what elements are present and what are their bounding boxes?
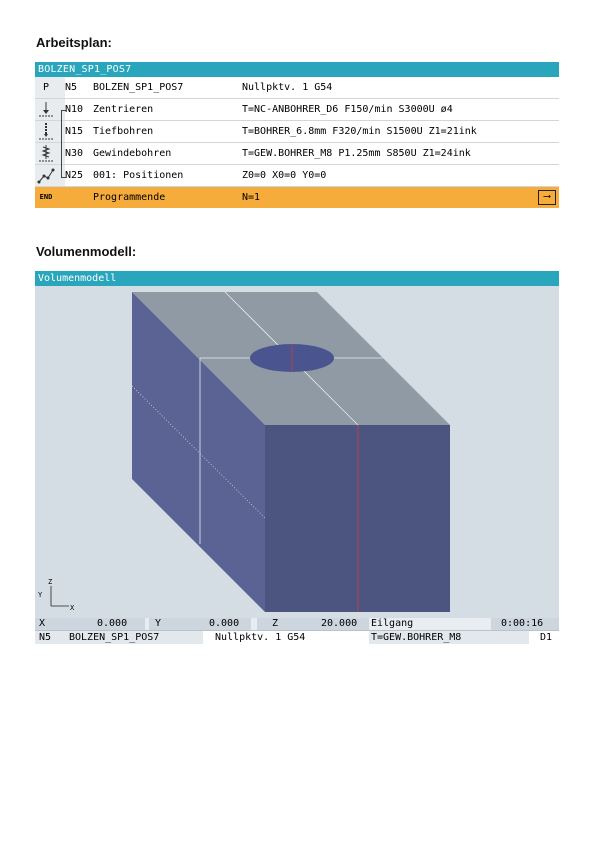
volumenmodell-titlebar: Volumenmodell [35, 271, 559, 286]
plan-row-positionen[interactable] [35, 165, 559, 187]
x-value: 0.000 [97, 618, 128, 629]
row-params: T=NC-ANBOHRER_D6 F150/min S3000U ø4 [242, 104, 453, 115]
position-statusbar [35, 618, 559, 630]
row-name: 001: Positionen [93, 170, 184, 181]
row-step: N5 [65, 82, 78, 93]
row-step: N15 [65, 126, 84, 137]
axis-x-label: X [70, 604, 75, 612]
model-viewport[interactable] [35, 286, 559, 618]
zero-offset: Nullpktv. 1 G54 [215, 632, 306, 643]
arbeitsplan-titlebar: BOLZEN_SP1_POS7 [35, 62, 559, 77]
linked-steps-bracket [61, 110, 66, 178]
arbeitsplan-panel [35, 62, 559, 210]
active-tool: T=GEW.BOHRER_M8 [371, 632, 462, 643]
z-label: Z [272, 618, 279, 629]
row-params: T=BOHRER_6.8mm F320/min S1500U Z1=21ink [242, 126, 477, 137]
volumenmodell-heading: Volumenmodell: [36, 244, 137, 259]
row-step: N10 [65, 104, 84, 115]
row-params: Nullpktv. 1 G54 [242, 82, 333, 93]
run-time: 0:00:16 [501, 618, 544, 629]
block-front-face [265, 425, 450, 612]
row-params: T=GEW.BOHRER_M8 P1.25mm S850U Z1=24ink [242, 148, 471, 159]
y-label: Y [155, 618, 162, 629]
x-label: X [39, 618, 46, 629]
plan-row-zentrieren[interactable] [35, 99, 559, 121]
plan-row-header[interactable] [35, 77, 559, 99]
row-params: N=1 [242, 192, 261, 203]
tiefbohren-icon [35, 121, 57, 142]
axis-z-label: Z [48, 578, 53, 586]
row-name: Programmende [93, 192, 166, 203]
program-p-icon: P [35, 77, 57, 98]
axis-y-label: Y [38, 591, 43, 599]
row-step: N30 [65, 148, 84, 159]
row-name: Gewindebohren [93, 148, 172, 159]
z-value: 20.000 [321, 618, 358, 629]
row-name: Zentrieren [93, 104, 154, 115]
row-name: Tiefbohren [93, 126, 154, 137]
y-value: 0.000 [209, 618, 240, 629]
end-icon: END [35, 187, 57, 208]
plan-row-tiefbohren[interactable] [35, 121, 559, 143]
row-name: BOLZEN_SP1_POS7 [93, 82, 184, 93]
arrow-right-icon[interactable]: ⟶ [538, 190, 556, 205]
program-name: BOLZEN_SP1_POS7 [69, 632, 160, 643]
gewindebohren-icon [35, 143, 57, 164]
plan-row-programmende[interactable] [35, 187, 559, 208]
volumenmodell-panel [35, 271, 559, 643]
plan-row-gewindebohren[interactable] [35, 143, 559, 165]
block-number: N5 [39, 632, 52, 643]
tool-offset-d: D1 [540, 632, 553, 643]
zentrieren-icon [35, 99, 57, 120]
program-statusbar [35, 630, 559, 644]
row-step: N25 [65, 170, 84, 181]
axis-indicator [51, 586, 69, 606]
arbeitsplan-heading: Arbeitsplan: [36, 35, 112, 50]
block-3d-model [35, 286, 559, 618]
row-params: Z0=0 X0=0 Y0=0 [242, 170, 327, 181]
positionen-icon [35, 165, 57, 186]
feed-mode: Eilgang [371, 618, 414, 629]
